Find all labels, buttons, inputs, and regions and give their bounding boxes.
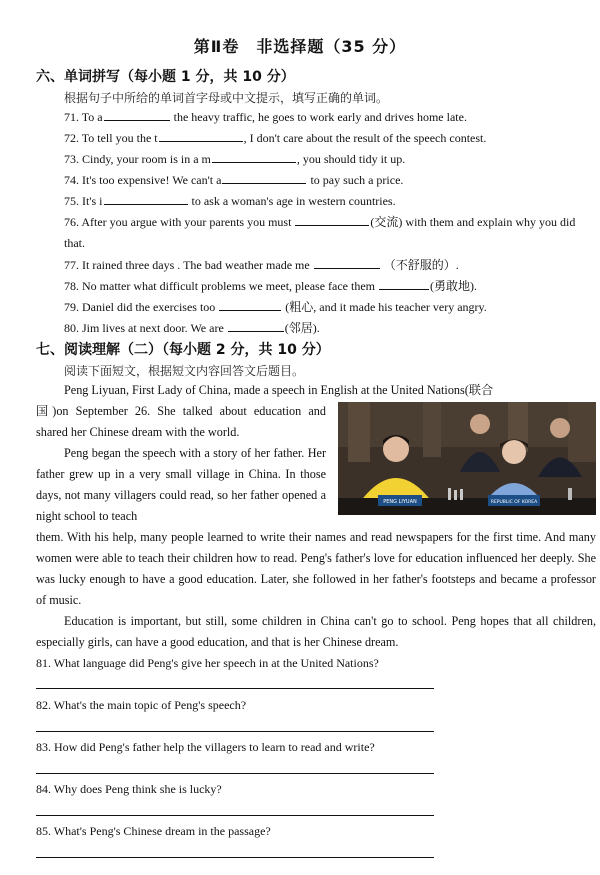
question-73: 73. Cindy, your room is in a m , you should tidy it up. <box>64 152 406 166</box>
page-title: 第Ⅱ卷 非选择题（35 分） <box>193 37 407 56</box>
placard-peng: PENG LIYUAN <box>383 499 417 505</box>
answer-blank[interactable] <box>314 257 380 269</box>
question-78: 78. No matter what difficult problems we meet, please face them (勇敢地). <box>64 279 478 293</box>
section-6-heading: 六、单词拼写（每小题 1 分，共 10 分） <box>36 69 295 85</box>
question-79: 79. Daniel did the exercises too (粗心, and it made his teacher very angry. <box>64 300 487 314</box>
question-83: 83. How did Peng's father help the villagers to learn to read and write? <box>36 740 375 754</box>
answer-blank[interactable] <box>379 278 429 290</box>
question-81: 81. What language did Peng's give her speech in at the United Nations? <box>36 656 379 670</box>
placard-korea: REPUBLIC OF KOREA <box>490 500 538 505</box>
section-7-instruction: 阅读下面短文，根据短文内容回答文后题目。 <box>64 364 305 378</box>
passage-paragraph-1: 国)on September 26. She talked about education and shared her Chinese dream with the world. <box>36 404 326 439</box>
answer-blank[interactable] <box>228 320 284 332</box>
passage-paragraph-3: Education is important, but still, some children in China can't go to school. Peng hopes that all children, especially girls, can have a good education, and that is her Chinese dream. <box>36 614 596 649</box>
question-72: 72. To tell you the t , I don't care about the result of the speech contest. <box>64 131 487 145</box>
news-photo <box>338 402 596 515</box>
question-75: 75. It's i to ask a woman's age in western countries. <box>64 194 396 208</box>
question-85: 85. What's Peng's Chinese dream in the passage? <box>36 824 271 838</box>
answer-blank[interactable] <box>104 193 188 205</box>
question-71: 71. To a the heavy traffic, he goes to work early and drives home late. <box>64 110 467 124</box>
un-speech-photo <box>338 402 596 515</box>
question-80: 80. Jim lives at next door. We are (邻居). <box>64 321 320 335</box>
section-6-instruction: 根据句子中所给的单词首字母或中文提示，填写正确的单词。 <box>64 91 389 105</box>
answer-blank[interactable] <box>212 151 296 163</box>
question-82: 82. What's the main topic of Peng's speech? <box>36 698 247 712</box>
answer-line-83[interactable] <box>36 773 434 774</box>
question-74: 74. It's too expensive! We can't a to pay such a price. <box>64 173 404 187</box>
passage-paragraph-2-part-2: them. With his help, many people learned to write their names and read newspapers for the first time. And many women were able to teach their children how to read. Peng's father's love for education influenced her deeply. She was lucky enough to have a good education. Later, she followed in her father's footsteps and became a professor of music. <box>36 530 596 607</box>
passage-paragraph-1-line-1: Peng Liyuan, First Lady of China, made a speech in English at the United Nations(联合 <box>64 383 494 397</box>
answer-line-85[interactable] <box>36 857 434 858</box>
answer-line-82[interactable] <box>36 731 434 732</box>
answer-line-81[interactable] <box>36 688 434 689</box>
answer-line-84[interactable] <box>36 815 434 816</box>
question-77: 77. It rained three days . The bad weather made me （不舒服的）. <box>64 258 459 272</box>
passage-paragraph-2-part-1: Peng began the speech with a story of her father. Her father grew up in a very small village in China. In those days, not many villagers could read, so her father opened a night school to teach <box>36 446 326 523</box>
answer-blank[interactable] <box>219 299 281 311</box>
question-84: 84. Why does Peng think she is lucky? <box>36 782 222 796</box>
answer-blank[interactable] <box>159 130 243 142</box>
section-7-heading: 七、阅读理解（二）（每小题 2 分，共 10 分） <box>36 342 330 358</box>
answer-blank[interactable] <box>222 172 306 184</box>
answer-blank[interactable] <box>295 214 369 226</box>
question-76: 76. After you argue with your parents you must (交流) with them and explain why you did that. <box>64 215 576 250</box>
answer-blank[interactable] <box>104 109 170 121</box>
